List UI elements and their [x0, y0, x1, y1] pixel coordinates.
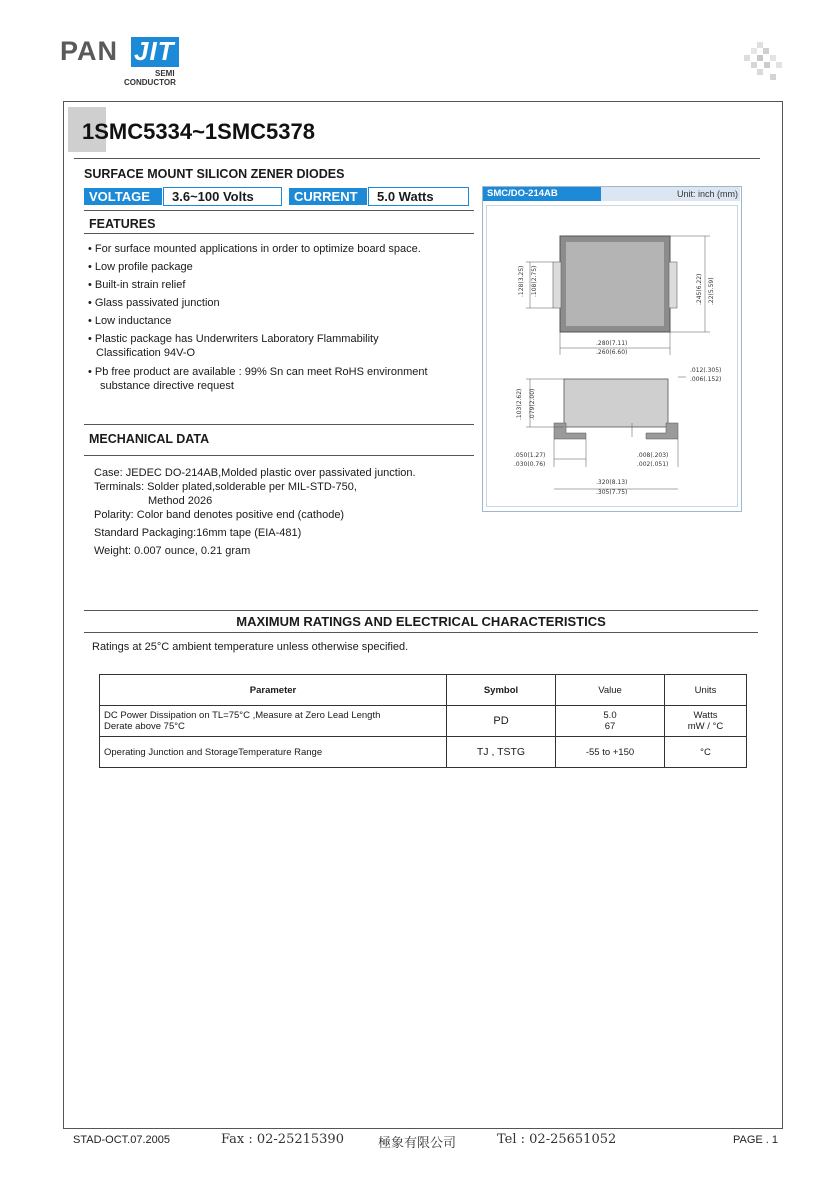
- dim-label: .245(6.22): [696, 273, 703, 305]
- feature-item: • For surface mounted applications in order to optimize board space.: [88, 243, 421, 255]
- document-subtitle: SURFACE MOUNT SILICON ZENER DIODES: [84, 167, 345, 181]
- side-view-body: [564, 379, 668, 427]
- dim-label: .103(2.62): [516, 388, 523, 420]
- title-divider: [74, 158, 760, 159]
- mechanical-divider: [84, 455, 474, 456]
- table-header-cell: Units: [665, 675, 747, 706]
- package-outline-drawing: [486, 205, 736, 505]
- dim-label: .079(2.00): [529, 388, 536, 420]
- dim-label: .002(.051): [637, 461, 669, 468]
- max-ratings-title: MAXIMUM RATINGS AND ELECTRICAL CHARACTERISTICS: [236, 614, 606, 629]
- footer-page: PAGE . 1: [733, 1134, 779, 1146]
- table-header-row: [100, 675, 747, 706]
- dim-label: .22(5.59): [708, 277, 715, 305]
- dim-label: .305(7.75): [596, 489, 628, 496]
- feature-item-continuation: substance directive request: [100, 380, 234, 392]
- feature-item: • Glass passivated junction: [88, 297, 220, 309]
- symbol-cell: PD: [447, 706, 556, 737]
- dim-label: .128(3.25): [518, 265, 525, 297]
- top-view-lead-right: [669, 262, 677, 308]
- footer-doc-code: STAD-OCT.07.2005: [73, 1134, 171, 1146]
- voltage-label-badge: VOLTAGE: [84, 188, 162, 205]
- value-text: 5.0: [603, 710, 617, 721]
- dim-label: .012(.305): [690, 367, 722, 374]
- package-unit: Unit: inch (mm): [676, 189, 738, 199]
- unit-text: mW / °C: [687, 721, 724, 732]
- feature-item: • Plastic package has Underwriters Laboratory Flammability: [88, 333, 379, 345]
- brand-subtitle-conductor: CONDUCTOR: [124, 78, 176, 87]
- table-row: [100, 706, 747, 737]
- document-title: 1SMC5334~1SMC5378: [82, 119, 315, 144]
- feature-item-continuation: Classification 94V-O: [96, 347, 196, 359]
- brand-subtitle-semi: SEMI: [155, 69, 175, 78]
- feature-item: • Pb free product are available : 99% Sn can meet RoHS environment: [88, 366, 428, 378]
- top-view-top-face: [566, 242, 664, 326]
- mechanical-top-divider: [84, 424, 474, 425]
- ratings-divider: [84, 632, 758, 633]
- top-view: [518, 236, 715, 356]
- dim-label: .006(.152): [690, 376, 722, 383]
- mechanical-heading: MECHANICAL DATA: [89, 432, 210, 446]
- ratings-top-divider: [84, 610, 758, 611]
- mechanical-line: Standard Packaging:16mm tape (EIA-481): [94, 527, 302, 539]
- features-heading: FEATURES: [89, 217, 156, 231]
- dim-label: .280(7.11): [596, 340, 628, 347]
- ratings-table: [99, 674, 747, 768]
- table-row: [100, 737, 747, 768]
- dim-label: .030(0.76): [514, 461, 546, 468]
- mechanical-line: Weight: 0.007 ounce, 0.21 gram: [94, 545, 251, 557]
- param-cell: Operating Junction and StorageTemperature Range: [100, 737, 447, 768]
- checker-pattern-icon: [744, 42, 782, 80]
- value-cell: -55 to +150: [556, 737, 665, 768]
- footer-fax: Fax : 02-25215390: [221, 1132, 344, 1147]
- dim-label: .008(.203): [637, 452, 669, 459]
- dim-label: .050(1.27): [514, 452, 546, 459]
- dim-label: .260(6.60): [596, 349, 628, 356]
- feature-item: • Low profile package: [88, 261, 193, 273]
- table-header-cell: Parameter: [100, 675, 447, 706]
- table-header-cell: Value: [556, 675, 665, 706]
- symbol-cell: TJ , TSTG: [447, 737, 556, 768]
- param-text: Derate above 75°C: [104, 721, 185, 732]
- current-value: 5.0 Watts: [368, 187, 469, 206]
- dim-label: .320(8.13): [596, 479, 628, 486]
- mechanical-line: Method 2026: [148, 495, 213, 507]
- side-view: [514, 367, 721, 496]
- features-top-divider: [84, 210, 474, 211]
- current-label-badge: CURRENT: [289, 188, 367, 205]
- voltage-value: 3.6~100 Volts: [163, 187, 282, 206]
- table-header-cell: Symbol: [447, 675, 556, 706]
- brand-logo-jit: JIT: [134, 36, 175, 66]
- param-text: DC Power Dissipation on TL=75°C ,Measure at Zero Lead Length: [104, 710, 381, 721]
- ratings-note: Ratings at 25°C ambient temperature unless otherwise specified.: [92, 641, 409, 653]
- value-cell: [556, 706, 665, 737]
- footer-tel: Tel : 02-25651052: [497, 1132, 617, 1147]
- dim-label: .108(2.75): [531, 265, 538, 297]
- brand-logo-pan: PAN: [60, 36, 119, 66]
- param-cell: [100, 706, 447, 737]
- mechanical-line: Polarity: Color band denotes positive end (cathode): [94, 509, 345, 521]
- feature-item: • Low inductance: [88, 315, 172, 327]
- unit-text: Watts: [693, 710, 718, 721]
- footer-company: 極象有限公司: [378, 1136, 457, 1151]
- features-divider: [84, 233, 474, 234]
- package-name: SMC/DO-214AB: [483, 187, 601, 201]
- unit-cell: °C: [665, 737, 747, 768]
- unit-cell: [665, 706, 747, 737]
- mechanical-line: Terminals: Solder plated,solderable per MIL-STD-750,: [94, 481, 357, 493]
- top-view-lead-left: [553, 262, 561, 308]
- mechanical-line: Case: JEDEC DO-214AB,Molded plastic over passivated junction.: [94, 467, 416, 479]
- value-text: 67: [604, 721, 616, 732]
- feature-item: • Built-in strain relief: [88, 279, 186, 291]
